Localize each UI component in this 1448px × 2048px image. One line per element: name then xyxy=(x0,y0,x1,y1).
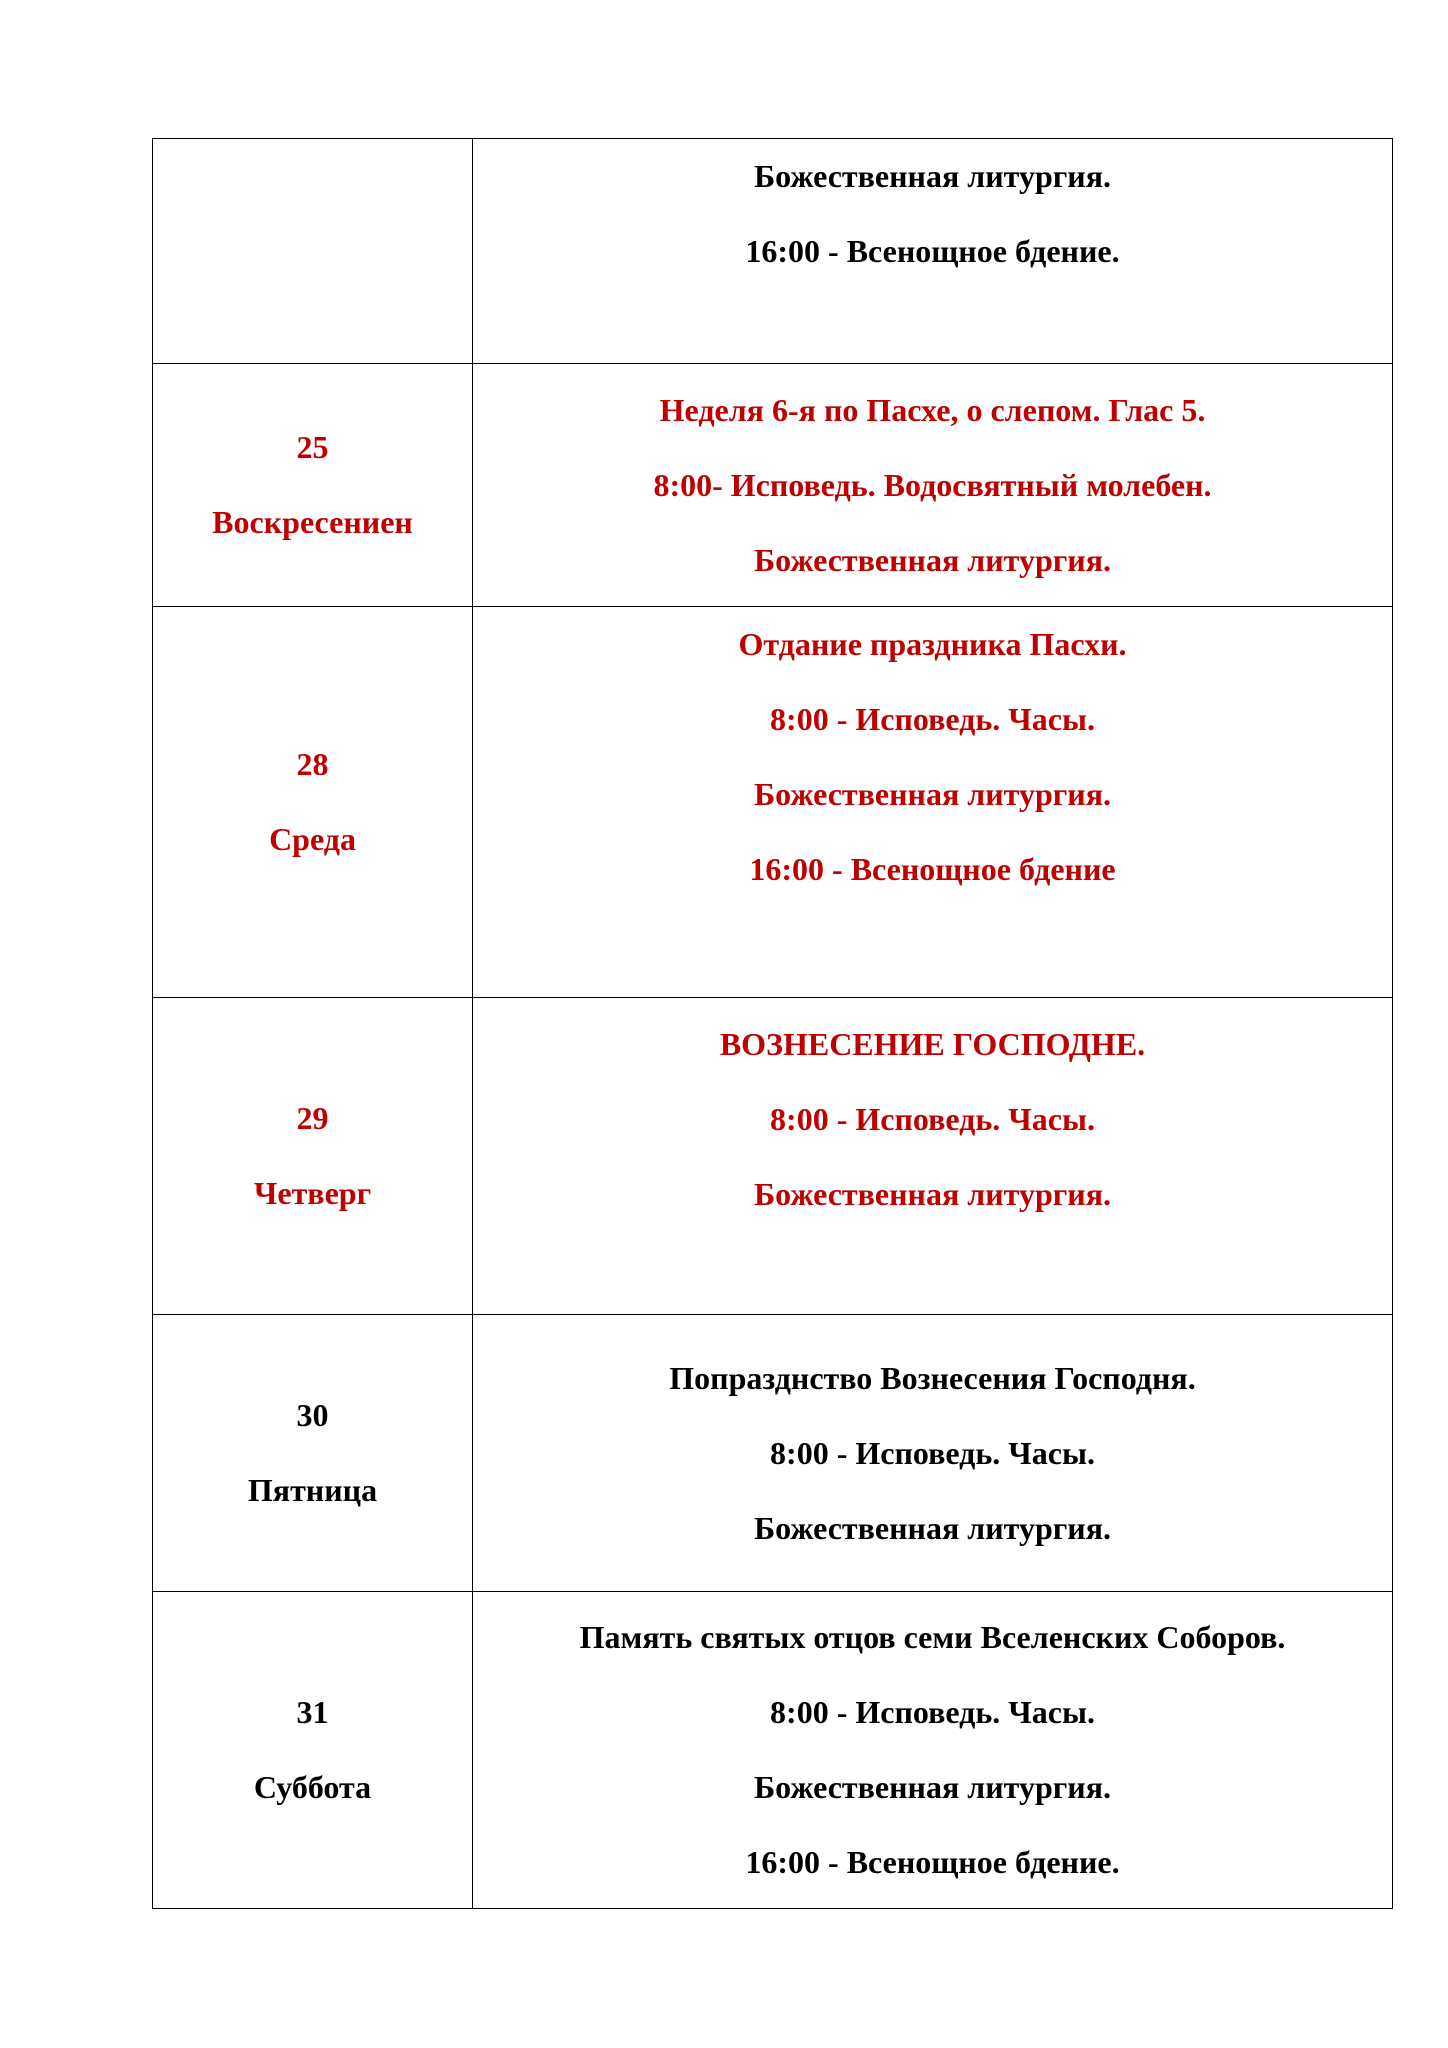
event-line: Попразднство Вознесения Господня. xyxy=(669,1359,1196,1396)
event-line: 8:00 - Исповедь. Часы. xyxy=(770,1101,1095,1137)
event-line: Божественная литургия. xyxy=(753,776,1112,812)
event-line: 8:00- Исповедь. Водосвятный молебен. xyxy=(653,466,1212,503)
schedule-row xyxy=(153,998,1393,1315)
event-line: ВОЗНЕСЕНИЕ ГОСПОДНЕ. xyxy=(719,1026,1146,1062)
weekday: Воскресениен xyxy=(212,504,413,540)
event-line: 8:00 - Исповедь. Часы. xyxy=(770,1434,1095,1471)
schedule-row xyxy=(153,607,1393,998)
weekday: Пятница xyxy=(247,1472,378,1508)
day-number: 31 xyxy=(296,1694,329,1730)
date-cell xyxy=(153,139,473,364)
day-number: 25 xyxy=(296,429,329,465)
date-cell xyxy=(153,607,473,998)
event-line: Неделя 6-я по Пасхе, о слепом. Глас 5. xyxy=(659,391,1206,428)
events-cell xyxy=(473,139,1393,364)
event-line: 16:00 - Всенощное бдение. xyxy=(745,1844,1120,1880)
date-cell xyxy=(153,364,473,607)
event-line: Память святых отцов семи Вселенских Соборов. xyxy=(579,1619,1286,1655)
schedule-row xyxy=(153,139,1393,364)
event-line: 16:00 - Всенощное бдение xyxy=(749,851,1116,887)
schedule-row xyxy=(153,364,1393,607)
events-cell xyxy=(473,607,1393,998)
day-number: 29 xyxy=(296,1100,329,1136)
schedule-row xyxy=(153,1592,1393,1909)
event-line: 16:00 - Всенощное бдение. xyxy=(745,233,1120,269)
date-cell xyxy=(153,1592,473,1909)
date-cell xyxy=(153,998,473,1315)
event-line: Божественная литургия. xyxy=(753,541,1112,578)
schedule-row xyxy=(153,1315,1393,1592)
event-line: 8:00 - Исповедь. Часы. xyxy=(770,701,1095,737)
events-cell xyxy=(473,1592,1393,1909)
events-cell xyxy=(473,998,1393,1315)
day-number: 28 xyxy=(296,746,329,782)
day-number: 30 xyxy=(296,1397,329,1433)
weekday: Среда xyxy=(269,821,356,857)
weekday: Суббота xyxy=(253,1769,372,1805)
event-line: Божественная литургия. xyxy=(753,158,1112,194)
event-line: Отдание праздника Пасхи. xyxy=(738,626,1127,662)
event-line: Божественная литургия. xyxy=(753,1769,1112,1805)
event-line: 8:00 - Исповедь. Часы. xyxy=(770,1694,1095,1730)
schedule-table xyxy=(152,138,1393,1909)
events-cell xyxy=(473,364,1393,607)
date-cell xyxy=(153,1315,473,1592)
event-line: Божественная литургия. xyxy=(753,1176,1112,1212)
weekday: Четверг xyxy=(253,1175,372,1211)
events-cell xyxy=(473,1315,1393,1592)
event-line: Божественная литургия. xyxy=(753,1509,1112,1546)
